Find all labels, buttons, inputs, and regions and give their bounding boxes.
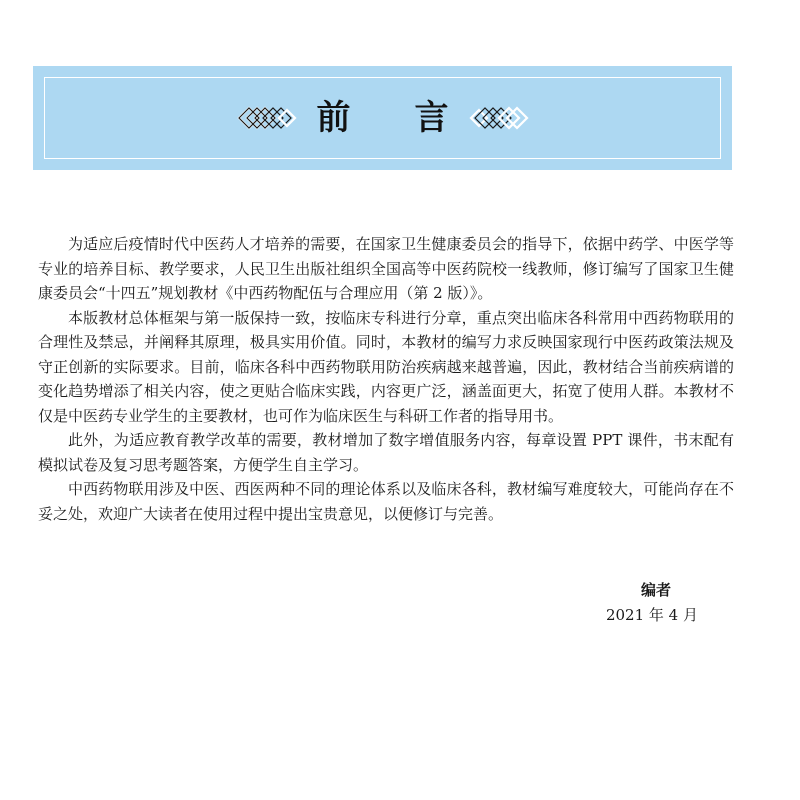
title-char-front: 前 [316,98,351,138]
date: 2021 年 4 月 [605,606,698,624]
title-banner [33,66,732,170]
signature: 编者 [640,581,671,599]
diamond-chain-icon [237,105,299,131]
preface-body [38,232,734,526]
title-char-words: 言 [414,98,449,138]
paragraph: 本版教材总体框架与第一版保持一致，按临床专科进行分章，重点突出临床各科常用中西药物联用的合理性及禁忌，并阐释其原理，极具实用价值。同时，本教材的编写力求反映国家现行中医药政策法规及守正创新的实际要求。目前，临床各科中西药物联用防治疾病越来越普遍，因此，教材结合当前疾病谱的变化趋势增添了相关内容，使之更贴合临床实践，内容更广泛，涵盖面更大，拓宽了使用人群。本教材不仅是中医药专业学生的主要教材，也可作为临床医生与科研工作者的指导用书。 [38,308,734,425]
paragraph: 此外，为适应教育教学改革的需要，教材增加了数字增值服务内容，每章设置 PPT 课件，书末配有模拟试卷及复习思考题答案，方便学生自主学习。 [38,431,734,474]
title-row [33,66,732,170]
paragraph: 中西药物联用涉及中医、西医两种不同的理论体系以及临床各科，教材编写难度较大，可能尚存在不妥之处，欢迎广大读者在使用过程中提出宝贵意见，以便修订与完善。 [38,480,734,523]
diamond-chain-icon [467,105,529,131]
paragraph: 为适应后疫情时代中医药人才培养的需要，在国家卫生健康委员会的指导下，依据中药学、中医学等专业的培养目标、教学要求，人民卫生出版社组织全国高等中医药院校一线教师，修订编写了国家卫生健康委员会“十四五”规划教材《中西药物配伍与合理应用（第 2 版）》。 [38,235,734,302]
